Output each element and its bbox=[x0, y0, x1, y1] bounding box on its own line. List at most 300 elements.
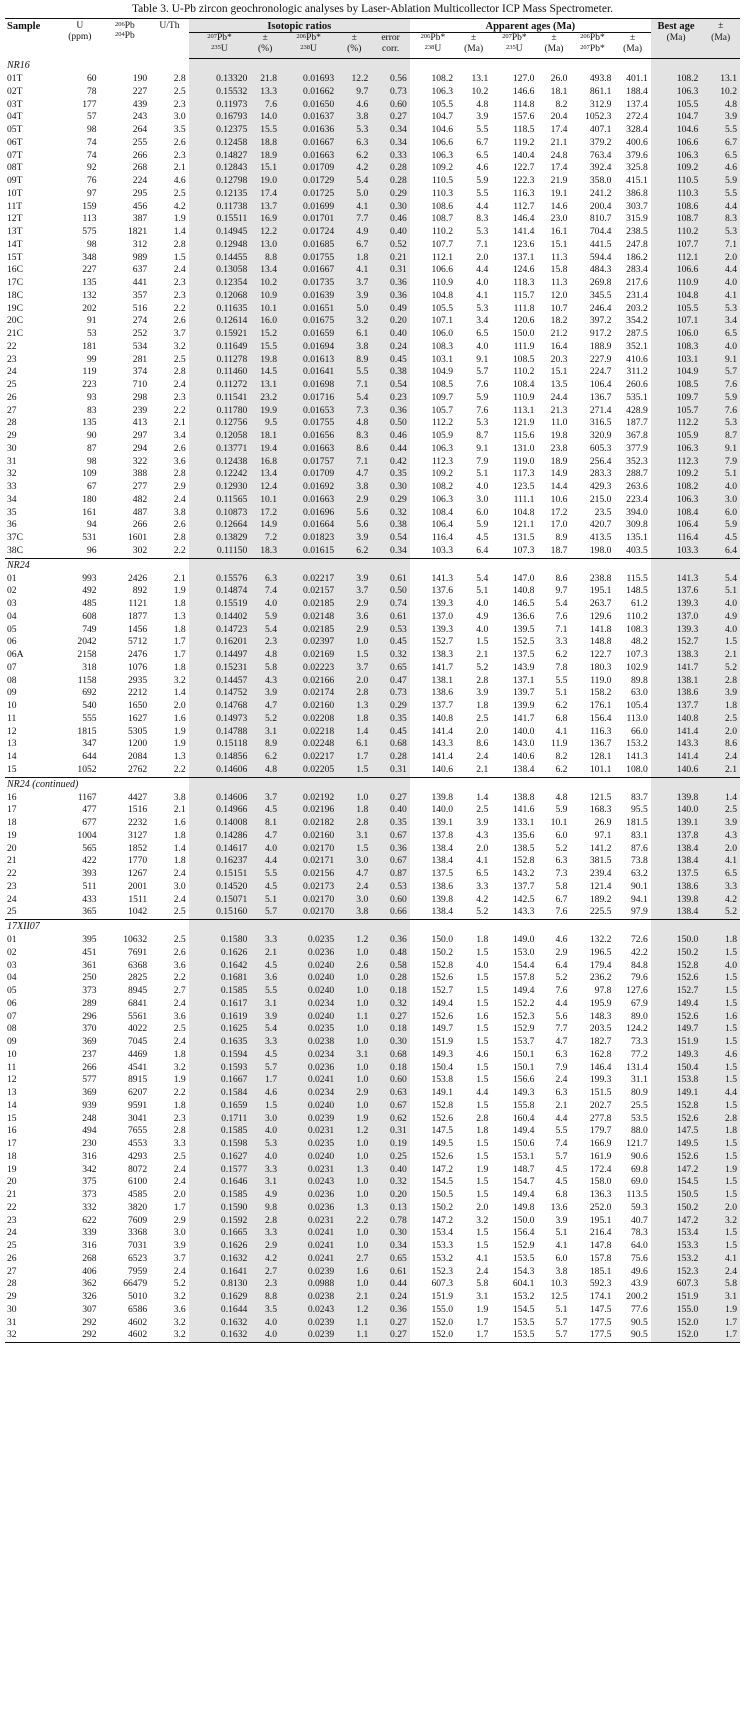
cell-age-206-238: 153.4 bbox=[431, 1227, 454, 1239]
cell-sample: 10T bbox=[7, 187, 23, 199]
cell-age-206-207-err: 121.7 bbox=[626, 1138, 648, 1149]
table-row bbox=[5, 1087, 740, 1100]
cell-ratio-206-238: 0.01709 bbox=[280, 468, 337, 481]
cell-best-age-err: 1.5 bbox=[701, 636, 740, 649]
cell-sample: 35 bbox=[7, 506, 17, 518]
table-row bbox=[5, 985, 740, 998]
cell-age-206-238-err: 9.1 bbox=[476, 442, 489, 454]
table-row bbox=[5, 1011, 740, 1024]
cell-ratio-206-238-err: 6.3 bbox=[337, 137, 371, 150]
cell-age-206-238-err: 1.5 bbox=[476, 1227, 489, 1239]
table-row bbox=[5, 150, 740, 163]
cell-pb206-204: 7959 bbox=[128, 1265, 148, 1277]
cell-ratio-207-235-err: 5.4 bbox=[250, 624, 280, 637]
cell-age-207-235: 143.0 bbox=[512, 738, 535, 750]
cell-age-206-207: 166.9 bbox=[589, 1138, 612, 1149]
cell-pb206-204: 295 bbox=[132, 187, 148, 199]
cell-age-206-238: 106.3 bbox=[431, 149, 454, 161]
cell-ratio-206-238-err: 1.1 bbox=[337, 1317, 371, 1330]
cell-ratio-207-235: 0.1625 bbox=[189, 1023, 251, 1036]
cell-ratio-207-235-err: 15.5 bbox=[250, 341, 280, 354]
cell-best-age-err: 1.8 bbox=[701, 934, 740, 947]
cell-ratio-206-238-err: 2.1 bbox=[337, 1291, 371, 1304]
cell-age-206-238: 152.6 bbox=[431, 1010, 454, 1022]
cell-ratio-207-235-err: 12.4 bbox=[250, 481, 280, 494]
cell-ratio-207-235-err: 4.8 bbox=[250, 649, 280, 662]
cell-ratio-206-238-err: 1.0 bbox=[337, 792, 371, 805]
cell-ratio-206-238: 0.02205 bbox=[280, 764, 337, 777]
cell-age-206-238: 138.1 bbox=[431, 674, 454, 686]
cell-ratio-206-238-err: 3.8 bbox=[337, 111, 371, 124]
cell-best-age-err: 2.0 bbox=[701, 843, 740, 856]
cell-ratio-207-235-err: 15.2 bbox=[250, 328, 280, 341]
cell-ratio-206-238-err: 2.7 bbox=[337, 1253, 371, 1266]
cell-ratio-207-235: 0.14457 bbox=[189, 675, 251, 688]
cell-pb206-204: 302 bbox=[132, 544, 148, 556]
cell-age-206-207: 216.4 bbox=[589, 1227, 612, 1239]
cell-best-age-err: 6.7 bbox=[701, 137, 740, 150]
cell-age-206-238: 140.6 bbox=[431, 763, 454, 775]
cell-age-206-207: 147.8 bbox=[589, 1240, 612, 1251]
cell-ratio-206-238-err: 5.6 bbox=[337, 519, 371, 532]
cell-age-207-235: 140.4 bbox=[512, 149, 535, 161]
table-row bbox=[5, 1176, 740, 1189]
cell-u-ppm: 159 bbox=[82, 200, 97, 212]
cell-ratio-206-238: 0.01716 bbox=[280, 392, 337, 405]
cell-age-207-235: 146.6 bbox=[512, 85, 535, 97]
cell-pb206-204: 10632 bbox=[123, 934, 148, 945]
cell-ratio-207-235-err: 1.7 bbox=[250, 1074, 280, 1087]
cell-age-206-207: 136.7 bbox=[589, 738, 612, 750]
cell-best-age: 107.7 bbox=[651, 239, 702, 252]
cell-ratio-207-235-err: 8.8 bbox=[250, 1291, 280, 1304]
cell-u-ppm: 326 bbox=[82, 1291, 97, 1302]
table-row bbox=[5, 175, 740, 188]
cell-pb206-204: 387 bbox=[132, 213, 148, 225]
cell-best-age: 138.4 bbox=[651, 843, 702, 856]
cell-best-age-err: 1.5 bbox=[701, 998, 740, 1011]
cell-age-206-207-err: 535.1 bbox=[626, 391, 648, 403]
cell-age-206-207-err: 394.0 bbox=[626, 506, 648, 518]
cell-ratio-206-238-err: 1.0 bbox=[337, 636, 371, 649]
cell-ratio-207-235: 0.15071 bbox=[189, 894, 251, 907]
cell-ratio-206-238: 0.01639 bbox=[280, 290, 337, 303]
cell-age-206-207: 195.1 bbox=[589, 1214, 612, 1226]
cell-ratio-206-238: 0.01823 bbox=[280, 532, 337, 545]
section-heading bbox=[5, 59, 740, 74]
cell-age-206-238: 103.3 bbox=[431, 544, 454, 556]
cell-age-207-235: 140.0 bbox=[512, 725, 535, 737]
cell-u-th: 2.4 bbox=[173, 493, 186, 505]
cell-error-corr: 0.54 bbox=[371, 379, 410, 392]
cell-ratio-207-235: 0.1585 bbox=[189, 1125, 251, 1138]
cell-ratio-206-238: 0.01694 bbox=[280, 341, 337, 354]
cell-error-corr: 0.20 bbox=[371, 1189, 410, 1202]
cell-sample: 23 bbox=[7, 353, 17, 365]
cell-age-207-235-err: 19.1 bbox=[550, 187, 568, 199]
cell-u-th: 2.8 bbox=[173, 532, 186, 543]
cell-age-206-238: 141.7 bbox=[431, 661, 454, 673]
cell-age-207-235-err: 7.6 bbox=[555, 985, 568, 996]
cell-best-age-err: 4.0 bbox=[701, 960, 740, 973]
cell-ratio-207-235-err: 16.9 bbox=[250, 213, 280, 226]
cell-pb206-204: 1516 bbox=[128, 804, 148, 816]
cell-best-age-err: 8.6 bbox=[701, 738, 740, 751]
cell-u-th: 1.8 bbox=[173, 1048, 186, 1060]
cell-sample: 19 bbox=[7, 829, 17, 841]
table-row bbox=[5, 1125, 740, 1138]
cell-u-ppm: 1052 bbox=[77, 763, 97, 775]
cell-age-206-207-err: 181.5 bbox=[626, 817, 648, 828]
cell-ratio-207-235-err: 3.0 bbox=[250, 1113, 280, 1126]
cell-u-ppm: 1158 bbox=[77, 674, 97, 686]
cell-ratio-207-235-err: 12.2 bbox=[250, 226, 280, 239]
cell-ratio-206-238-err: 1.3 bbox=[337, 700, 371, 713]
cell-error-corr: 0.30 bbox=[371, 1036, 410, 1049]
table-row bbox=[5, 906, 740, 919]
cell-best-age: 108.2 bbox=[651, 73, 702, 86]
cell-pb206-204: 2426 bbox=[128, 572, 148, 584]
cell-age-206-207: 119.0 bbox=[590, 674, 612, 686]
cell-age-207-235-err: 21.1 bbox=[550, 136, 568, 148]
cell-best-age: 150.5 bbox=[651, 1189, 702, 1202]
cell-best-age: 152.0 bbox=[651, 1317, 702, 1330]
cell-u-ppm: 223 bbox=[82, 379, 97, 390]
cell-error-corr: 0.40 bbox=[371, 804, 410, 817]
cell-age-206-238: 107.1 bbox=[431, 315, 454, 327]
cell-u-ppm: 369 bbox=[82, 1087, 97, 1098]
cell-age-207-235-err: 6.3 bbox=[555, 855, 568, 867]
cell-ratio-207-235: 0.1711 bbox=[189, 1113, 251, 1126]
cell-ratio-206-238-err: 2.9 bbox=[337, 1087, 371, 1100]
cell-ratio-207-235: 0.15532 bbox=[189, 86, 251, 99]
cell-pb206-204: 1601 bbox=[128, 532, 148, 543]
cell-best-age-err: 2.1 bbox=[701, 649, 740, 662]
cell-pb206-204: 482 bbox=[132, 493, 148, 505]
cell-ratio-206-238: 0.01735 bbox=[280, 277, 337, 290]
cell-age-206-238-err: 4.0 bbox=[476, 277, 489, 288]
cell-error-corr: 0.36 bbox=[371, 405, 410, 418]
cell-age-206-238-err: 4.9 bbox=[476, 610, 489, 622]
cell-ratio-207-235: 0.1585 bbox=[189, 985, 251, 998]
cell-age-206-207: 392.4 bbox=[589, 162, 612, 174]
cell-pb206-204: 6368 bbox=[128, 959, 148, 971]
cell-age-207-235: 153.1 bbox=[512, 1150, 535, 1162]
cell-pb206-204: 264 bbox=[132, 124, 148, 135]
cell-age-207-235-err: 5.5 bbox=[555, 1125, 568, 1137]
cell-best-age-err: 7.9 bbox=[701, 456, 740, 469]
cell-ratio-207-235-err: 4.5 bbox=[250, 881, 280, 894]
cell-ratio-207-235: 0.12664 bbox=[189, 519, 251, 532]
cell-u-ppm: 113 bbox=[82, 213, 97, 225]
cell-error-corr: 0.53 bbox=[371, 881, 410, 894]
cell-age-206-238: 109.2 bbox=[431, 162, 454, 174]
table-row bbox=[5, 934, 740, 947]
cell-u-ppm: 361 bbox=[82, 959, 97, 971]
cell-u-ppm: 348 bbox=[82, 251, 97, 263]
cell-age-207-235: 110.2 bbox=[513, 366, 535, 378]
cell-age-207-235: 119.2 bbox=[513, 136, 535, 148]
cell-u-th: 3.3 bbox=[173, 1138, 186, 1149]
cell-ratio-206-238-err: 4.7 bbox=[337, 468, 371, 481]
cell-age-206-207-err: 272.4 bbox=[626, 111, 648, 123]
cell-sample: 24 bbox=[7, 366, 17, 378]
cell-best-age: 150.4 bbox=[651, 1062, 702, 1075]
cell-age-207-235-err: 6.8 bbox=[555, 712, 568, 724]
cell-error-corr: 0.53 bbox=[371, 624, 410, 637]
cell-sample: 07 bbox=[7, 1010, 17, 1022]
cell-age-206-238-err: 2.5 bbox=[476, 804, 489, 816]
table-row bbox=[5, 494, 740, 507]
cell-age-207-235-err: 12.0 bbox=[550, 289, 568, 301]
cell-u-th: 2.8 bbox=[173, 366, 186, 378]
cell-ratio-206-238: 0.01755 bbox=[280, 417, 337, 430]
cell-age-206-207: 180.3 bbox=[589, 661, 612, 673]
table-row bbox=[5, 456, 740, 469]
cell-age-206-238: 106.3 bbox=[431, 493, 454, 505]
cell-ratio-206-238-err: 7.7 bbox=[337, 213, 371, 226]
cell-u-th: 3.8 bbox=[173, 506, 186, 518]
cell-age-207-235-err: 11.3 bbox=[551, 251, 568, 263]
cell-age-206-238: 137.8 bbox=[431, 829, 454, 841]
cell-ratio-206-238-err: 9.7 bbox=[337, 86, 371, 99]
table-row bbox=[5, 855, 740, 868]
cell-best-age-err: 4.0 bbox=[701, 277, 740, 290]
cell-ratio-206-238: 0.0234 bbox=[280, 998, 337, 1011]
cell-pb206-204: 710 bbox=[132, 379, 148, 390]
cell-age-207-235: 143.9 bbox=[512, 661, 535, 673]
cell-best-age: 105.7 bbox=[651, 405, 702, 418]
cell-age-206-207-err: 108.3 bbox=[626, 623, 648, 635]
cell-age-206-207-err: 107.3 bbox=[626, 649, 648, 660]
cell-age-207-235: 121.1 bbox=[512, 519, 535, 531]
cell-ratio-206-238: 0.0240 bbox=[280, 960, 337, 973]
cell-ratio-207-235: 0.15576 bbox=[189, 573, 251, 586]
cell-age-206-207: 182.7 bbox=[589, 1036, 612, 1047]
cell-pb206-204: 7045 bbox=[128, 1036, 148, 1047]
cell-age-207-235: 119.0 bbox=[513, 455, 535, 467]
cell-age-207-235-err: 5.1 bbox=[555, 1227, 568, 1239]
cell-u-ppm: 369 bbox=[82, 1036, 97, 1047]
cell-best-age-err: 1.5 bbox=[701, 1240, 740, 1253]
cell-u-th: 2.1 bbox=[173, 417, 186, 429]
cell-best-age-err: 6.0 bbox=[701, 507, 740, 520]
cell-age-206-238-err: 5.1 bbox=[476, 468, 489, 480]
cell-ratio-206-238: 0.01637 bbox=[280, 111, 337, 124]
cell-pb206-204: 312 bbox=[132, 238, 148, 250]
cell-error-corr: 0.73 bbox=[371, 687, 410, 700]
cell-age-206-207-err: 49.6 bbox=[630, 1265, 648, 1277]
cell-ratio-206-238: 0.0988 bbox=[280, 1278, 337, 1291]
cell-ratio-206-238: 0.01651 bbox=[280, 303, 337, 316]
cell-age-206-207: 147.5 bbox=[589, 1303, 612, 1315]
cell-best-age-err: 5.3 bbox=[701, 303, 740, 316]
cell-best-age: 107.1 bbox=[651, 315, 702, 328]
cell-age-206-238-err: 1.5 bbox=[476, 972, 489, 984]
table-row bbox=[5, 713, 740, 726]
cell-age-206-238-err: 1.8 bbox=[476, 1125, 489, 1137]
cell-age-206-207: 195.9 bbox=[589, 997, 612, 1009]
cell-error-corr: 0.54 bbox=[371, 532, 410, 545]
cell-ratio-207-235: 0.12354 bbox=[189, 277, 251, 290]
cell-ratio-207-235-err: 2.3 bbox=[250, 636, 280, 649]
cell-ratio-207-235: 0.11973 bbox=[189, 99, 251, 112]
cell-age-206-207: 407.1 bbox=[589, 124, 612, 135]
cell-age-206-207: 106.4 bbox=[589, 379, 612, 390]
cell-age-206-207: 158.2 bbox=[589, 687, 612, 699]
cell-age-206-238-err: 6.7 bbox=[476, 136, 489, 148]
cell-age-207-235-err: 4.8 bbox=[555, 791, 568, 803]
cell-age-206-238-err: 5.8 bbox=[476, 1278, 489, 1290]
cell-u-th: 5.2 bbox=[173, 1278, 186, 1290]
cell-best-age-err: 8.7 bbox=[701, 430, 740, 443]
cell-ratio-206-238: 0.0235 bbox=[280, 1138, 337, 1151]
cell-age-206-238-err: 3.9 bbox=[476, 687, 489, 699]
cell-ratio-207-235: 0.12614 bbox=[189, 315, 251, 328]
cell-age-206-207-err: 88.0 bbox=[630, 1125, 648, 1137]
cell-u-ppm: 180 bbox=[82, 493, 97, 505]
cell-sample: 18C bbox=[7, 289, 23, 301]
cell-sample: 13 bbox=[7, 1087, 17, 1098]
cell-age-206-238: 106.3 bbox=[431, 442, 454, 454]
cell-error-corr: 0.45 bbox=[371, 354, 410, 367]
cell-age-206-207-err: 141.3 bbox=[626, 751, 648, 762]
cell-age-206-207-err: 31.1 bbox=[630, 1074, 648, 1086]
cell-sample: 10 bbox=[7, 1048, 17, 1060]
cell-best-age-err: 3.2 bbox=[701, 1215, 740, 1228]
cell-u-th: 3.2 bbox=[173, 340, 186, 352]
cell-sample: 27 bbox=[7, 1265, 17, 1277]
cell-best-age-err: 3.4 bbox=[701, 315, 740, 328]
cell-best-age: 106.4 bbox=[651, 519, 702, 532]
cell-age-207-235: 108.4 bbox=[512, 379, 535, 390]
cell-age-207-235: 138.5 bbox=[512, 842, 535, 854]
cell-age-206-207-err: 223.4 bbox=[626, 493, 648, 505]
cell-best-age-err: 2.0 bbox=[701, 1202, 740, 1215]
cell-age-206-207: 196.5 bbox=[589, 946, 612, 958]
cell-sample: 25 bbox=[7, 379, 17, 390]
cell-u-th: 3.2 bbox=[173, 1061, 186, 1073]
cell-age-206-238: 139.8 bbox=[431, 791, 454, 803]
cell-age-206-238-err: 4.0 bbox=[476, 959, 489, 971]
cell-age-206-207: 146.4 bbox=[589, 1061, 612, 1073]
cell-u-th: 2.2 bbox=[173, 302, 186, 314]
cell-ratio-206-238-err: 7.3 bbox=[337, 405, 371, 418]
cell-best-age-err: 3.0 bbox=[701, 494, 740, 507]
cell-age-207-235: 157.8 bbox=[512, 972, 535, 984]
cell-age-206-238-err: 6.5 bbox=[476, 868, 489, 879]
table-row bbox=[5, 1253, 740, 1266]
cell-ratio-206-238: 0.02223 bbox=[280, 662, 337, 675]
cell-u-th: 4.2 bbox=[173, 200, 186, 212]
cell-best-age: 105.5 bbox=[651, 99, 702, 112]
cell-best-age: 141.4 bbox=[651, 726, 702, 739]
cell-age-206-207-err: 400.6 bbox=[626, 136, 648, 148]
cell-age-207-235-err: 10.1 bbox=[550, 817, 568, 828]
age-206-207-header: $^{206}$Pb* $^{207}$Pb* bbox=[570, 33, 614, 59]
cell-ratio-206-238-err: 2.8 bbox=[337, 817, 371, 830]
cell-error-corr: 0.24 bbox=[371, 341, 410, 354]
cell-u-th: 1.8 bbox=[173, 1099, 186, 1111]
cell-ratio-207-235-err: 13.3 bbox=[250, 86, 280, 99]
cell-ratio-206-238-err: 6.2 bbox=[337, 545, 371, 558]
cell-age-207-235-err: 6.0 bbox=[555, 829, 568, 841]
cell-sample: 14 bbox=[7, 1099, 17, 1111]
cell-u-ppm: 289 bbox=[82, 997, 97, 1009]
cell-u-th: 2.6 bbox=[173, 946, 186, 958]
cell-u-ppm: 292 bbox=[60, 1329, 100, 1342]
cell-best-age: 140.0 bbox=[651, 804, 702, 817]
section-heading bbox=[5, 558, 740, 573]
table-row bbox=[5, 1304, 740, 1317]
cell-best-age-err: 1.5 bbox=[701, 1138, 740, 1151]
table-row bbox=[5, 1023, 740, 1036]
cell-error-corr: 0.58 bbox=[371, 960, 410, 973]
cell-age-207-235-err: 17.4 bbox=[550, 124, 568, 135]
cell-sample: 13T bbox=[7, 226, 23, 237]
cell-ratio-207-235-err: 5.2 bbox=[250, 713, 280, 726]
cell-age-206-238: 149.4 bbox=[431, 997, 454, 1009]
cell-sample: 05T bbox=[7, 124, 23, 135]
cell-age-206-238-err: 1.5 bbox=[476, 997, 489, 1009]
cell-age-206-238-err: 1.7 bbox=[476, 1316, 489, 1328]
cell-ratio-207-235: 0.12798 bbox=[189, 175, 251, 188]
cell-age-207-235: 131.5 bbox=[512, 532, 535, 543]
cell-age-207-235: 120.6 bbox=[512, 315, 535, 327]
cell-ratio-207-235: 0.15511 bbox=[189, 213, 251, 226]
cell-best-age: 108.7 bbox=[651, 213, 702, 226]
cell-error-corr: 0.28 bbox=[371, 162, 410, 175]
table-row bbox=[5, 960, 740, 973]
table-row bbox=[5, 354, 740, 367]
col-sample-header: Sample bbox=[5, 19, 60, 59]
cell-age-207-235-err: 18.1 bbox=[550, 85, 568, 97]
ratio-207-235-err-header: ± (%) bbox=[250, 33, 280, 59]
cell-ratio-206-238: 0.01613 bbox=[280, 354, 337, 367]
cell-u-th: 3.0 bbox=[173, 880, 186, 892]
cell-u-th: 2.2 bbox=[173, 1087, 186, 1098]
cell-age-206-207: 157.8 bbox=[589, 1252, 612, 1264]
cell-u-ppm: 362 bbox=[82, 1278, 97, 1290]
cell-age-206-207: 141.2 bbox=[589, 842, 612, 854]
cell-error-corr: 0.68 bbox=[371, 738, 410, 751]
cell-age-206-207-err: 115.5 bbox=[626, 572, 648, 584]
cell-best-age-err: 4.8 bbox=[701, 99, 740, 112]
table-row bbox=[5, 1329, 740, 1342]
cell-age-207-235: 139.5 bbox=[512, 623, 535, 635]
cell-age-206-207: 97.8 bbox=[594, 985, 612, 996]
cell-ratio-206-238: 0.02170 bbox=[280, 894, 337, 907]
cell-pb206-204: 1511 bbox=[128, 893, 148, 905]
cell-age-206-207: 172.4 bbox=[589, 1163, 612, 1175]
cell-ratio-207-235: 0.1665 bbox=[189, 1227, 251, 1240]
cell-age-207-235-err: 4.1 bbox=[555, 725, 568, 737]
cell-ratio-206-238-err: 1.0 bbox=[337, 1151, 371, 1164]
cell-ratio-207-235: 0.14008 bbox=[189, 817, 251, 830]
table-row bbox=[5, 804, 740, 817]
cell-ratio-207-235-err: 4.5 bbox=[250, 1049, 280, 1062]
cell-ratio-207-235-err: 5.3 bbox=[250, 1138, 280, 1151]
cell-age-207-235: 135.6 bbox=[512, 829, 535, 841]
table-row bbox=[5, 226, 740, 239]
cell-ratio-207-235: 0.13058 bbox=[189, 264, 251, 277]
cell-best-age-err: 2.4 bbox=[701, 1266, 740, 1279]
cell-u-th: 2.3 bbox=[173, 98, 186, 110]
cell-best-age-err: 5.9 bbox=[701, 392, 740, 405]
cell-ratio-206-238: 0.02208 bbox=[280, 713, 337, 726]
cell-u-th: 2.3 bbox=[173, 277, 186, 288]
cell-ratio-207-235: 0.1619 bbox=[189, 1011, 251, 1024]
